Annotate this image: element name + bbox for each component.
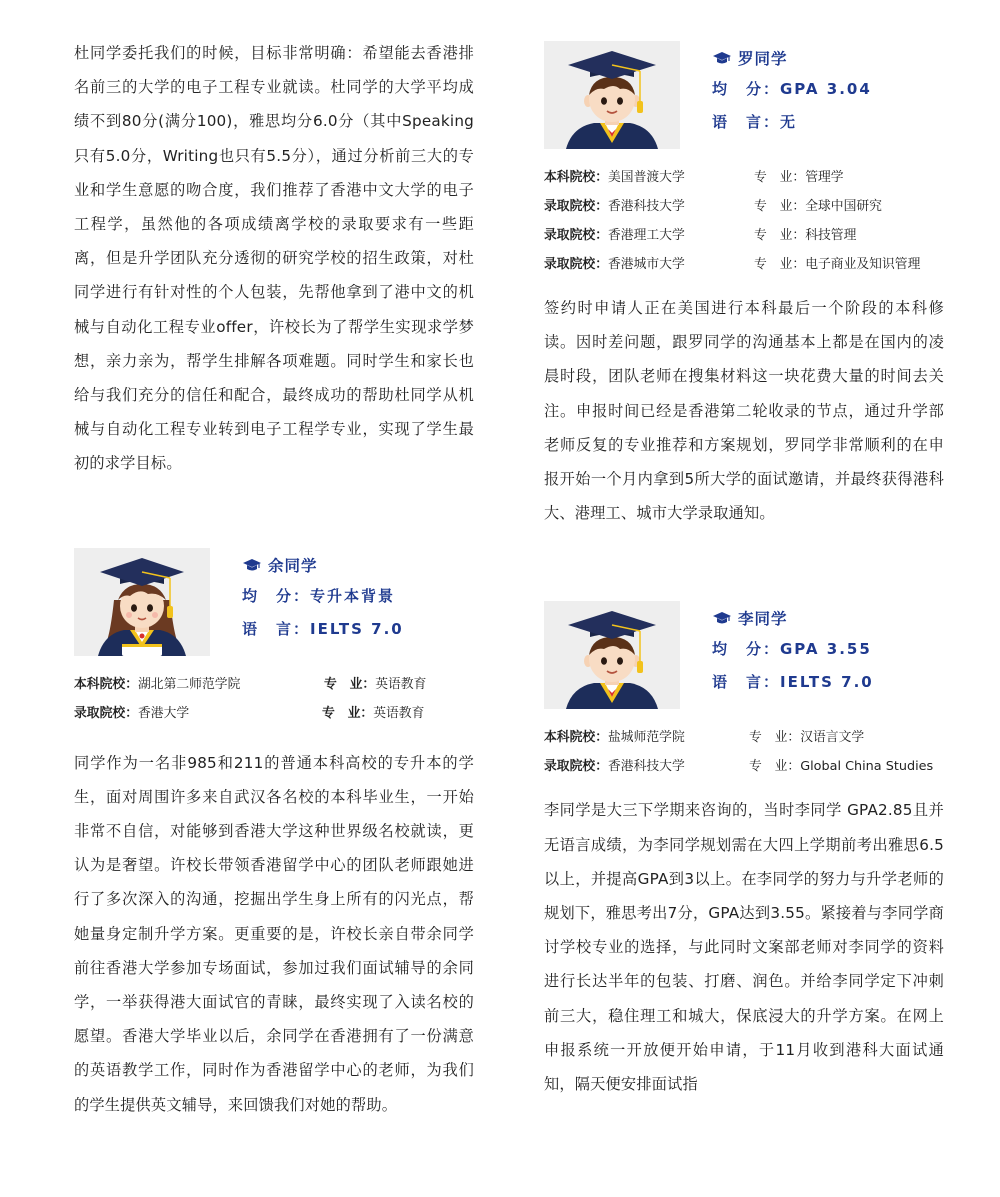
yu-profile-card <box>74 548 474 656</box>
graduation-cap-icon <box>712 610 732 626</box>
school-label: 录取院校： <box>544 228 608 243</box>
yu-gpa: 均 分：专升本背景 <box>242 586 396 605</box>
major-name: 电子商业及知识管理 <box>805 257 921 272</box>
school-name: 香港城市大学 <box>607 257 685 272</box>
li-language: 语 言：IELTS 7.0 <box>712 673 874 692</box>
school-label: 录取院校： <box>544 257 608 272</box>
luo-name: 罗同学 <box>738 50 788 68</box>
li-gpa: 均 分：GPA 3.55 <box>712 640 872 659</box>
li-name-row <box>712 603 874 633</box>
yu-avatar <box>74 548 210 656</box>
li-school-list <box>544 723 944 781</box>
major-label: 专 业： <box>322 705 374 721</box>
major <box>322 699 424 728</box>
major-label: 专 业： <box>754 170 806 185</box>
major-name: Global China Studies <box>800 759 934 775</box>
boy-graduate-illustration <box>544 601 680 709</box>
school-name: 香港大学 <box>137 705 190 721</box>
school-name: 湖北第二师范学院 <box>137 676 241 692</box>
school-name: 香港科技大学 <box>607 199 685 214</box>
li-name: 李同学 <box>738 610 788 629</box>
yu-case-paragraph: 同学作为一名非985和211的普通本科高校的专升本的学生，面对周围许多来自武汉各名校的本科毕业生，一开始非常不自信，对能够到香港大学这种世界级名校就读，更认为是奢望。许校长带领香港留学中心的团队老师跟她进行了多次深入的沟通，挖掘出学生身上所有的闪光点，帮她量身定制升学方案。更重要的是，许校长亲自带余同学前往香港大学参加专场面试，参加过我们面试辅导的余同学，一举获得港大面试官的青睐，最终实现了入读名校的愿望。香港大学毕业以后，余同学在香港拥有了一份满意的英语教学工作，同时作为香港留学中心的老师，为我们的学生提供英文辅导，来回馈我们对她的帮助。 <box>74 753 474 1114</box>
right-column <box>544 41 944 1101</box>
school-label: 本科院校： <box>74 676 138 692</box>
school-label: 录取院校： <box>74 705 138 721</box>
luo-school-row <box>544 250 944 279</box>
li-school-row <box>544 723 944 752</box>
luo-name-row <box>712 43 872 73</box>
li-avatar <box>544 601 680 709</box>
major-name: 汉语言文学 <box>800 730 865 746</box>
luo-gpa: 均 分：GPA 3.04 <box>712 80 872 98</box>
school-label: 录取院校： <box>544 759 608 775</box>
graduation-cap-icon <box>712 50 732 66</box>
yu-name-row <box>242 550 404 580</box>
major <box>749 752 933 781</box>
li-info <box>712 603 874 699</box>
major-label: 专 业： <box>754 199 806 214</box>
school-label: 本科院校： <box>544 730 608 746</box>
school-name: 美国普渡大学 <box>607 170 685 185</box>
yu-school-row <box>74 670 474 699</box>
yu-language: 语 言：IELTS 7.0 <box>242 619 404 638</box>
yu-school-list <box>74 670 474 728</box>
luo-school-row <box>544 221 944 250</box>
luo-language: 语 言：无 <box>712 113 798 131</box>
luo-avatar <box>544 41 680 149</box>
luo-profile-card <box>544 41 944 149</box>
school-label: 录取院校： <box>544 199 608 214</box>
major-label: 专 业： <box>749 759 801 775</box>
luo-school-row <box>544 192 944 221</box>
luo-info <box>712 43 872 139</box>
major <box>749 723 864 752</box>
school-label: 本科院校： <box>544 170 608 185</box>
major-name: 科技管理 <box>805 228 857 243</box>
major-label: 专 业： <box>324 676 376 692</box>
girl-graduate-illustration <box>74 548 210 656</box>
boy-graduate-illustration <box>544 41 680 149</box>
major-name: 管理学 <box>805 170 844 185</box>
li-case-paragraph: 李同学是大三下学期来咨询的，当时李同学 GPA2.85且并无语言成绩，为李同学规划需在大四上学期前考出雅思6.5以上，并提高GPA到3以上。在李同学的努力与升学老师的规划下，雅思考出7分，GPA达到3.55。紧接着与李同学商讨学校专业的选择，与此同时文案部老师对李同学的资料进行长达半年的包装、打磨、润色。并给李同学定下冲刺前三大，稳住理工和城大，保底浸大的升学方案。在网上申报系统一开放便开始申请，于11月收到港科大面试通知，隔天便安排面试指 <box>544 801 944 1094</box>
luo-case-paragraph: 签约时申请人正在美国进行本科最后一个阶段的本科修读。因时差问题，跟罗同学的沟通基本上都是在国内的凌晨时段，团队老师在搜集材料这一块花费大量的时间去关注。申报时间已经是香港第二轮收录的节点，通过升学部老师反复的专业推荐和方案规划，罗同学非常顺利的在申报开始一个月内拿到5所大学的面试邀请，并最终获得港科大、港理工、城市大学录取通知。 <box>544 299 944 523</box>
major <box>754 192 882 221</box>
major-label: 专 业： <box>749 730 801 746</box>
li-school-row <box>544 752 944 781</box>
major-name: 全球中国研究 <box>805 199 882 214</box>
yu-info <box>242 550 404 646</box>
major-label: 专 业： <box>754 257 806 272</box>
major-name: 英语教育 <box>375 676 427 692</box>
major <box>754 250 920 279</box>
school-name: 香港理工大学 <box>607 228 685 243</box>
school-name: 盐城师范学院 <box>607 730 685 746</box>
yu-school-row <box>74 699 474 728</box>
major-label: 专 业： <box>754 228 806 243</box>
graduation-cap-icon <box>242 557 262 573</box>
yu-name: 余同学 <box>268 556 318 575</box>
school-name: 香港科技大学 <box>607 759 685 775</box>
major <box>324 670 426 699</box>
li-profile-card <box>544 601 944 709</box>
major <box>754 221 856 250</box>
major <box>754 163 844 192</box>
luo-school-list <box>544 163 944 279</box>
left-column <box>74 36 474 1122</box>
luo-school-row <box>544 163 944 192</box>
major-name: 英语教育 <box>373 705 425 721</box>
du-case-paragraph: 杜同学委托我们的时候，目标非常明确：希望能去香港排名前三的大学的电子工程专业就读。杜同学的大学平均成绩不到80分(满分100)，雅思均分6.0分（其中Speaking只有5.0分，Writing也只有5.5分），通过分析前三大的专业和学生意愿的吻合度，我们推荐了香港中文大学的电子工程学，虽然他的各项成绩离学校的录取要求有一些距离，但是升学团队充分透彻的研究学校的招生政策，对杜同学进行有针对性的个人包装，先帮他拿到了港中文的机械与自动化工程专业offer，许校长为了帮学生实现求学梦想，亲力亲为，帮学生排解各项难题。同时学生和家长也给与我们充分的信任和配合，最终成功的帮助杜同学从机械与自动化工程专业转到电子工程学专业，实现了学生最初的求学目标。 <box>74 44 474 473</box>
